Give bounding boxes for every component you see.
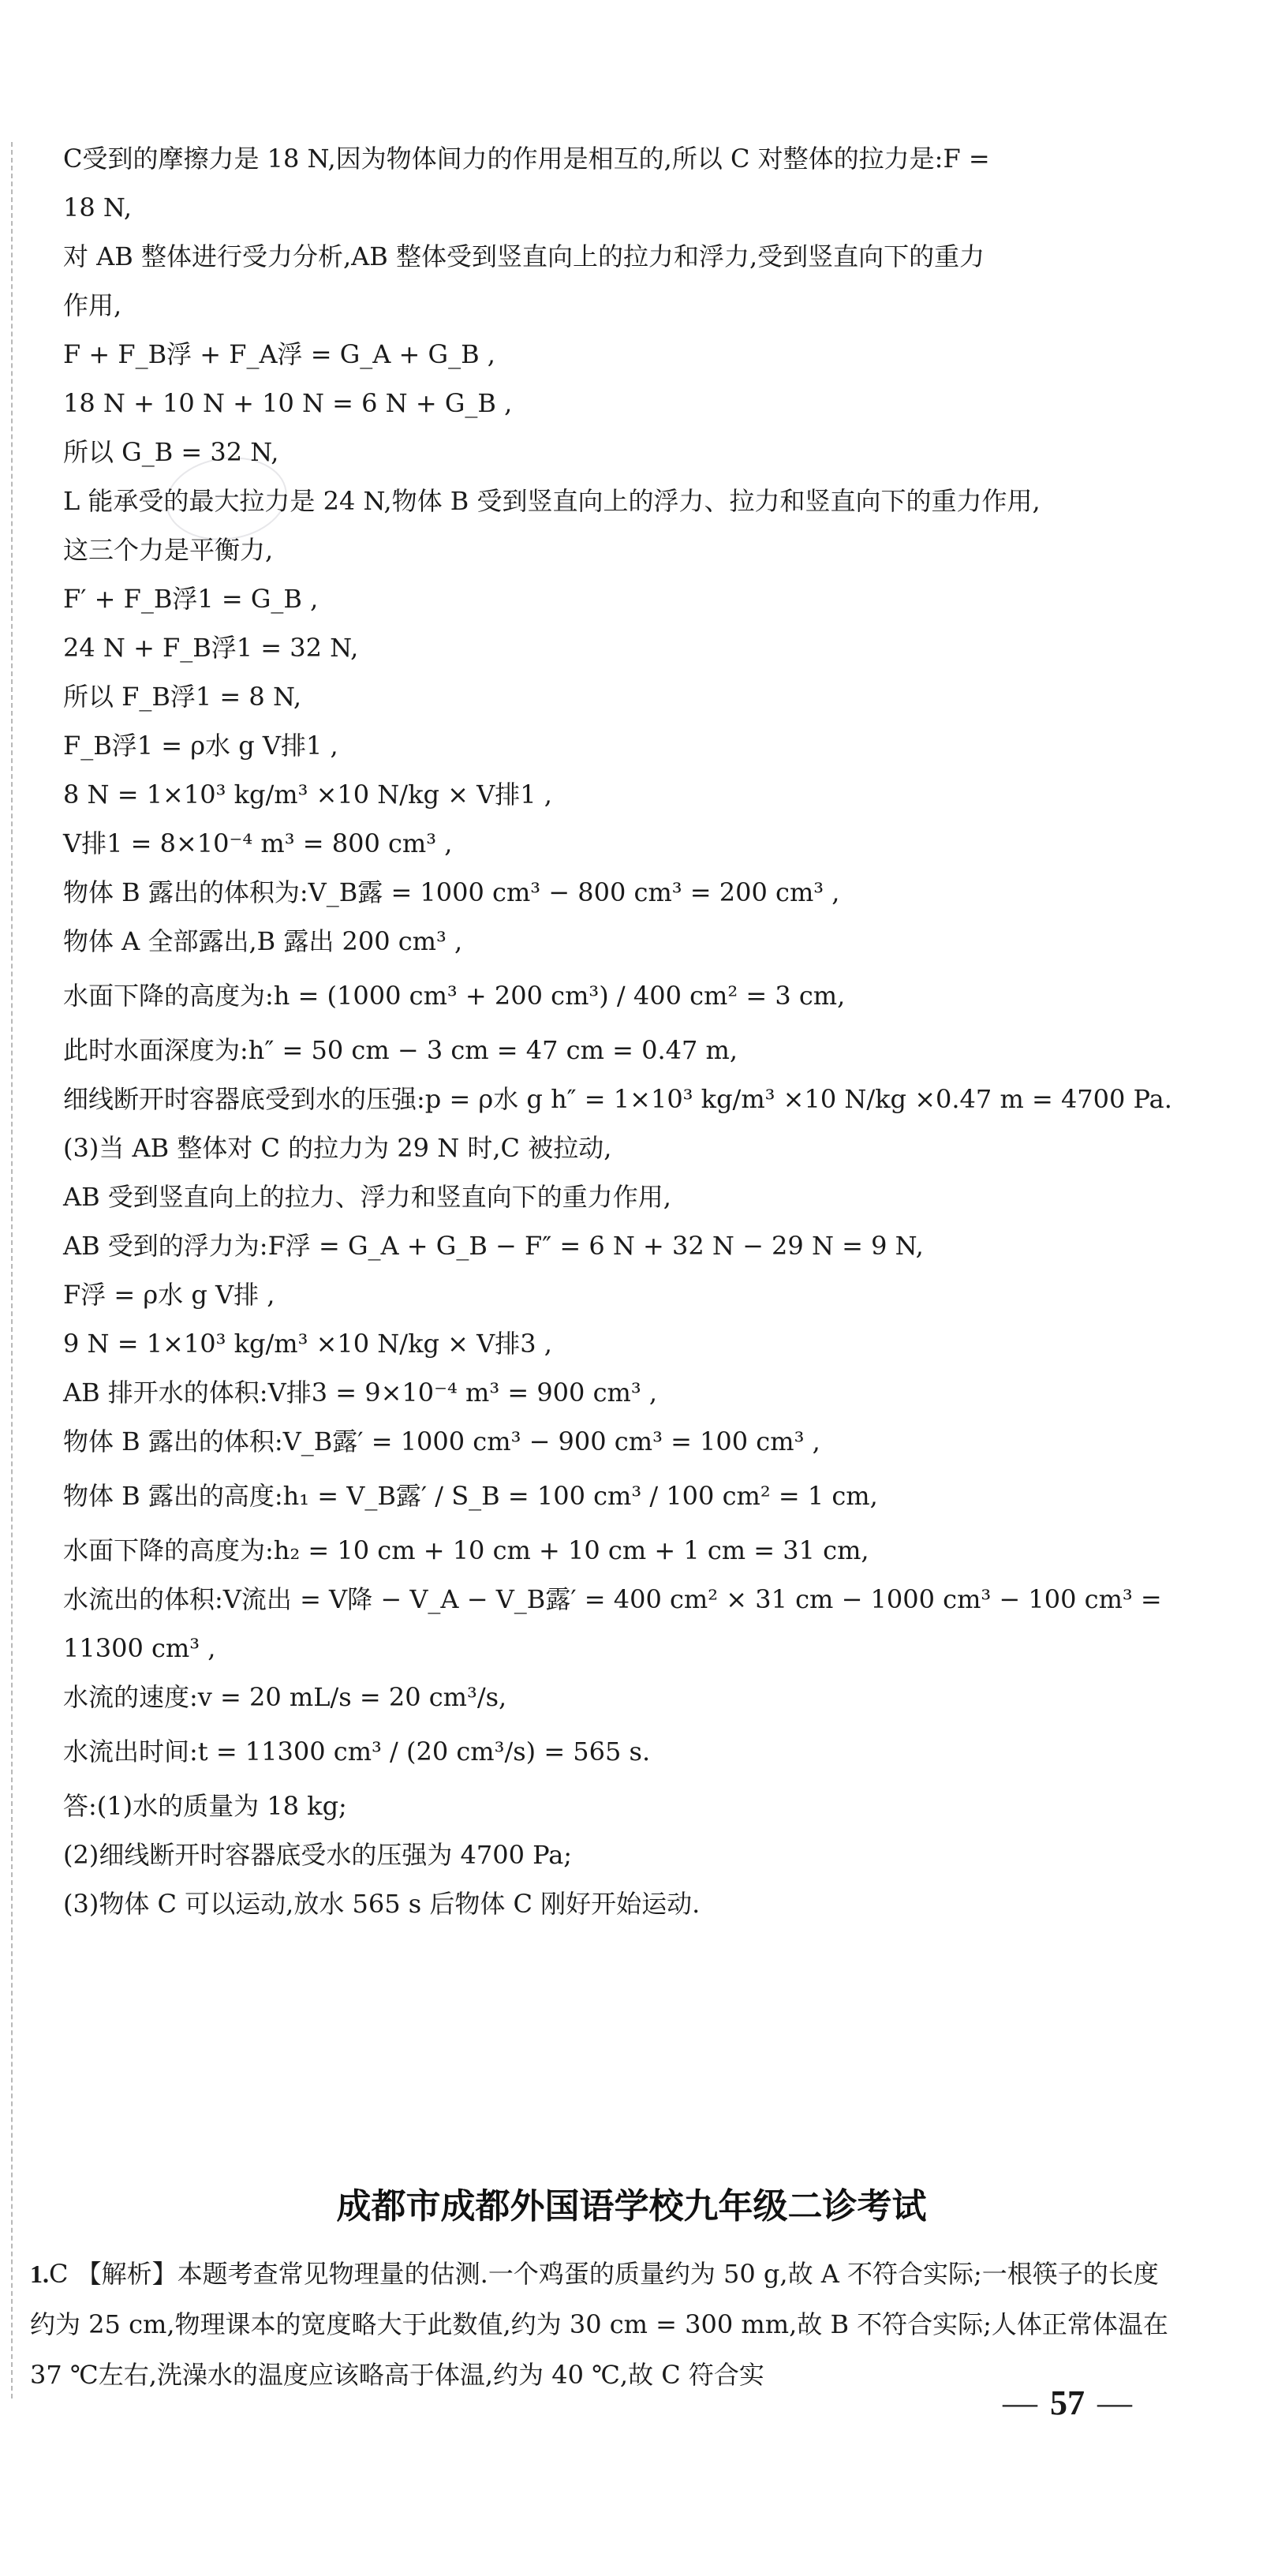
text-line: (3)当 AB 整体对 C 的拉力为 29 N 时,C 被拉动, bbox=[63, 1133, 612, 1163]
equation-line: 8 N = 1×10³ kg/m³ ×10 N/kg × V排1 , bbox=[63, 780, 552, 809]
equation-line: 9 N = 1×10³ kg/m³ ×10 N/kg × V排3 , bbox=[63, 1329, 552, 1359]
text-line: 物体 B 露出的体积为:V_B露 = 1000 cm³ − 800 cm³ = 200 cm³ , bbox=[63, 877, 840, 907]
analysis-tag: 【解析】 bbox=[76, 2259, 177, 2289]
text-line: 所以 F_B浮1 = 8 N, bbox=[63, 682, 302, 712]
text-line: 这三个力是平衡力, bbox=[63, 535, 274, 565]
text-line: 所以 G_B = 32 N, bbox=[63, 437, 279, 467]
text-line: 水流出的体积:V流出 = V降 − V_A − V_B露′ = 400 cm² × 31 cm − 1000 cm³ − 100 cm³ = bbox=[63, 1584, 1162, 1614]
analysis-text: 本题考查常见物理量的估测.一个鸡蛋的质量约为 50 g,故 A 不符合实际;一根筷子的长度约为 25 cm,物理课本的宽度略大于此数值,约为 30 cm = 300 mm,故 B 不符合实际;人体正常体温在 37 ℃左右,洗澡水的温度应该略高于体温,约为 40 ℃,故 C 符合实 bbox=[30, 2259, 1168, 2390]
text-line: 对 AB 整体进行受力分析,AB 整体受到竖直向上的拉力和浮力,受到竖直向下的重力 bbox=[63, 241, 985, 271]
text-line: C受到的摩擦力是 18 N,因为物体间力的作用是相互的,所以 C 对整体的拉力是:F = bbox=[63, 144, 990, 174]
text-line: 水流的速度:v = 20 mL/s = 20 cm³/s, bbox=[63, 1682, 507, 1712]
text-line: 物体 A 全部露出,B 露出 200 cm³ , bbox=[63, 926, 463, 956]
fraction-equation-line: 水流出时间:t = 11300 cm³ / (20 cm³/s) = 565 s. bbox=[63, 1737, 651, 1767]
fraction-equation-line: 水面下降的高度为:h = (1000 cm³ + 200 cm³) / 400 cm² = 3 cm, bbox=[63, 981, 846, 1011]
binding-dashed-line bbox=[11, 142, 13, 2398]
equation-line: F_B浮1 = ρ水 g V排1 , bbox=[63, 731, 338, 761]
text-line: L 能承受的最大拉力是 24 N,物体 B 受到竖直向上的浮力、拉力和竖直向下的重力作用, bbox=[63, 486, 1041, 516]
section-title: 成都市成都外国语学校九年级二诊考试 bbox=[336, 2186, 927, 2226]
page-number: — 57 — bbox=[1003, 2383, 1132, 2422]
text-line: 细线断开时容器底受到水的压强:p = ρ水 g h″ = 1×10³ kg/m³ ×10 N/kg ×0.47 m = 4700 Pa. bbox=[63, 1084, 1172, 1114]
equation-line: F′ + F_B浮1 = G_B , bbox=[63, 584, 319, 614]
equation-line: 18 N + 10 N + 10 N = 6 N + G_B , bbox=[63, 388, 513, 418]
equation-line: 24 N + F_B浮1 = 32 N, bbox=[63, 633, 359, 663]
equation-line: F浮 = ρ水 g V排 , bbox=[63, 1280, 275, 1310]
question-1 bbox=[30, 2249, 1182, 2400]
text-line: AB 受到竖直向上的拉力、浮力和竖直向下的重力作用, bbox=[63, 1182, 671, 1212]
fraction-equation-line: 物体 B 露出的高度:h₁ = V_B露′ / S_B = 100 cm³ / 100 cm² = 1 cm, bbox=[63, 1481, 878, 1511]
answer-line: 答:(1)水的质量为 18 kg; bbox=[63, 1791, 347, 1821]
text-line: 物体 B 露出的体积:V_B露′ = 1000 cm³ − 900 cm³ = 100 cm³ , bbox=[63, 1426, 820, 1456]
text-line: 18 N, bbox=[63, 193, 133, 222]
equation-line: F + F_B浮 + F_A浮 = G_A + G_B , bbox=[63, 339, 495, 369]
text-line: 作用, bbox=[63, 290, 122, 320]
text-line: AB 受到的浮力为:F浮 = G_A + G_B − F″ = 6 N + 32 N − 29 N = 9 N, bbox=[63, 1231, 924, 1261]
answer-line: (3)物体 C 可以运动,放水 565 s 后物体 C 刚好开始运动. bbox=[63, 1889, 701, 1919]
answer-line: (2)细线断开时容器底受水的压强为 4700 Pa; bbox=[63, 1840, 573, 1870]
text-line: 水面下降的高度为:h₂ = 10 cm + 10 cm + 10 cm + 1 cm = 31 cm, bbox=[63, 1535, 869, 1565]
equation-line: V排1 = 8×10⁻⁴ m³ = 800 cm³ , bbox=[63, 828, 453, 858]
text-line: AB 排开水的体积:V排3 = 9×10⁻⁴ m³ = 900 cm³ , bbox=[63, 1378, 658, 1408]
question-answer: C bbox=[49, 2259, 69, 2289]
text-line: 此时水面深度为:h″ = 50 cm − 3 cm = 47 cm = 0.47 m, bbox=[63, 1035, 738, 1065]
question-number: 1. bbox=[30, 2260, 49, 2288]
text-line: 11300 cm³ , bbox=[63, 1633, 216, 1663]
solution-body bbox=[63, 134, 1183, 1928]
